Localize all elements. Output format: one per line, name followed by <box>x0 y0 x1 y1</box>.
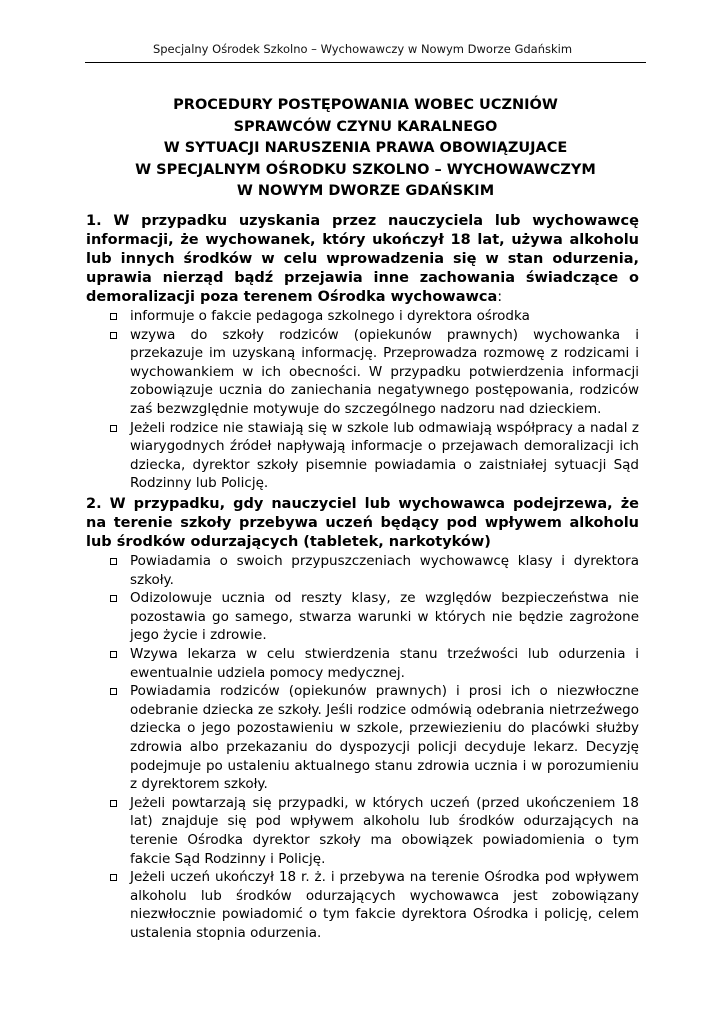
running-header: Specjalny Ośrodek Szkolno – Wychowawczy w Nowym Dworze Gdańskim <box>152 42 573 56</box>
section-1 <box>86 212 639 493</box>
list-item-text: Odizolowuje ucznia od reszty klasy, ze względów bezpieczeństwa nie pozostawia go samego, stwarza warunki w których nie będzie zagrożone jego życie i zdrowie. <box>130 590 639 644</box>
checkbox-bullet-icon <box>110 651 117 658</box>
list-item <box>86 326 639 419</box>
section-1-heading-colon: : <box>497 289 503 305</box>
section-2 <box>86 495 639 942</box>
list-item-text: informuje o fakcie pedagoga szkolnego i dyrektora ośrodka <box>130 308 530 324</box>
list-item-text: Wzywa lekarza w celu stwierdzenia stanu trzeźwości lub odurzenia i ewentualnie udziela pomocy medycznej. <box>130 645 639 681</box>
title-line: W SPECJALNYM OŚRODKU SZKOLNO – WYCHOWAWCZYM <box>135 161 596 178</box>
list-item <box>86 589 639 645</box>
title-line: SPRAWCÓW CZYNU KARALNEGO <box>233 118 498 135</box>
list-item <box>86 794 639 868</box>
list-item <box>86 645 639 682</box>
list-item-text: Jeżeli powtarzają się przypadki, w których uczeń (przed ukończeniem 18 lat) znajduje się pod wpływem alkoholu lub środków odurzających na terenie Ośrodka dyrektor szkoły ma obowiązek powiadomienia o tym fakcie Sąd Rodzinny i Policję. <box>130 794 639 867</box>
checkbox-bullet-icon <box>110 688 117 695</box>
list-item <box>86 682 639 794</box>
checkbox-bullet-icon <box>110 313 117 320</box>
list-item <box>86 419 639 493</box>
list-item-text: Jeżeli rodzice nie stawiają się w szkole lub odmawiają współpracy a nadal z wiarygodnych źródeł napływają informacje o przejawach demoralizacji ich dziecka, dyrektor szkoły pisemnie powiadamia o zaistniałej sytuacji Sąd Rodzinny lub Policję. <box>130 419 639 492</box>
list-item-text: Jeżeli uczeń ukończył 18 r. ż. i przebywa na terenie Ośrodka pod wpływem alkoholu lub środków odurzających wychowawca jest zobowiązany niezwłocznie powiadomić o tym fakcie dyrektora Ośrodka i policję, celem ustalenia stopnia odurzenia. <box>130 869 639 941</box>
title-line: W SYTUACJI NARUSZENIA PRAWA OBOWIĄZUJACE <box>163 140 568 156</box>
checkbox-bullet-icon <box>110 874 117 881</box>
title-line: PROCEDURY POSTĘPOWANIA WOBEC UCZNIÓW <box>173 97 558 113</box>
list-item <box>86 868 639 942</box>
section-1-list <box>86 307 639 493</box>
list-item-text: Powiadamia o swoich przypuszczeniach wychowawcę klasy i dyrektora szkoły. <box>130 553 639 588</box>
section-1-heading-text: 1. W przypadku uzyskania przez nauczyciela lub wychowawcę informacji, że wychowanek, który ukończył 18 lat, używa alkoholu lub innych środków w celu wprowadzenia się w stan odurzenia, uprawia nierząd bądź przejawia inne zachowania świadczące o demoralizacji poza terenem Ośrodka wychowawca <box>86 213 639 305</box>
section-2-list <box>86 552 639 942</box>
section-2-heading: 2. W przypadku, gdy nauczyciel lub wychowawca podejrzewa, że na terenie szkoły przebywa uczeń będący pod wpływem alkoholu lub środków odurzających (tabletek, narkotyków) <box>86 496 639 550</box>
list-item-text: wzywa do szkoły rodziców (opiekunów prawnych) wychowanka i przekazuje im uzyskaną informację. Przeprowadza rozmowę z rodzicami i wychowankiem w ich obecności. W przypadku potwierdzenia informacji zobowiązuje ucznia do zaniechania negatywnego postępowania, rodziców zaś bezwzględnie motywuje do szczególnego nadzoru nad dzieckiem. <box>130 326 639 417</box>
checkbox-bullet-icon <box>110 425 117 432</box>
checkbox-bullet-icon <box>110 800 117 807</box>
list-item <box>86 307 639 326</box>
checkbox-bullet-icon <box>110 595 117 602</box>
section-1-heading <box>86 212 639 307</box>
checkbox-bullet-icon <box>110 332 117 339</box>
title-line: W NOWYM DWORZE GDAŃSKIM <box>236 183 495 199</box>
list-item-text: Powiadamia rodziców (opiekunów prawnych) i prosi ich o niezwłoczne odebranie dziecka ze szkoły. Jeśli rodzice odmówią odebrania nietrzeźwego dziecka o jego pozostawieniu w szkole, przewiezieniu do placówki służby zdrowia albo przekazaniu do dyspozycji policji decyduje lekarz. Decyzję podejmuje po ustaleniu aktualnego stanu zdrowia ucznia i w porozumieniu z dyrektorem szkoły. <box>130 683 639 793</box>
document-title <box>85 95 646 203</box>
checkbox-bullet-icon <box>110 558 117 565</box>
header-divider <box>85 62 646 63</box>
list-item <box>86 552 639 589</box>
